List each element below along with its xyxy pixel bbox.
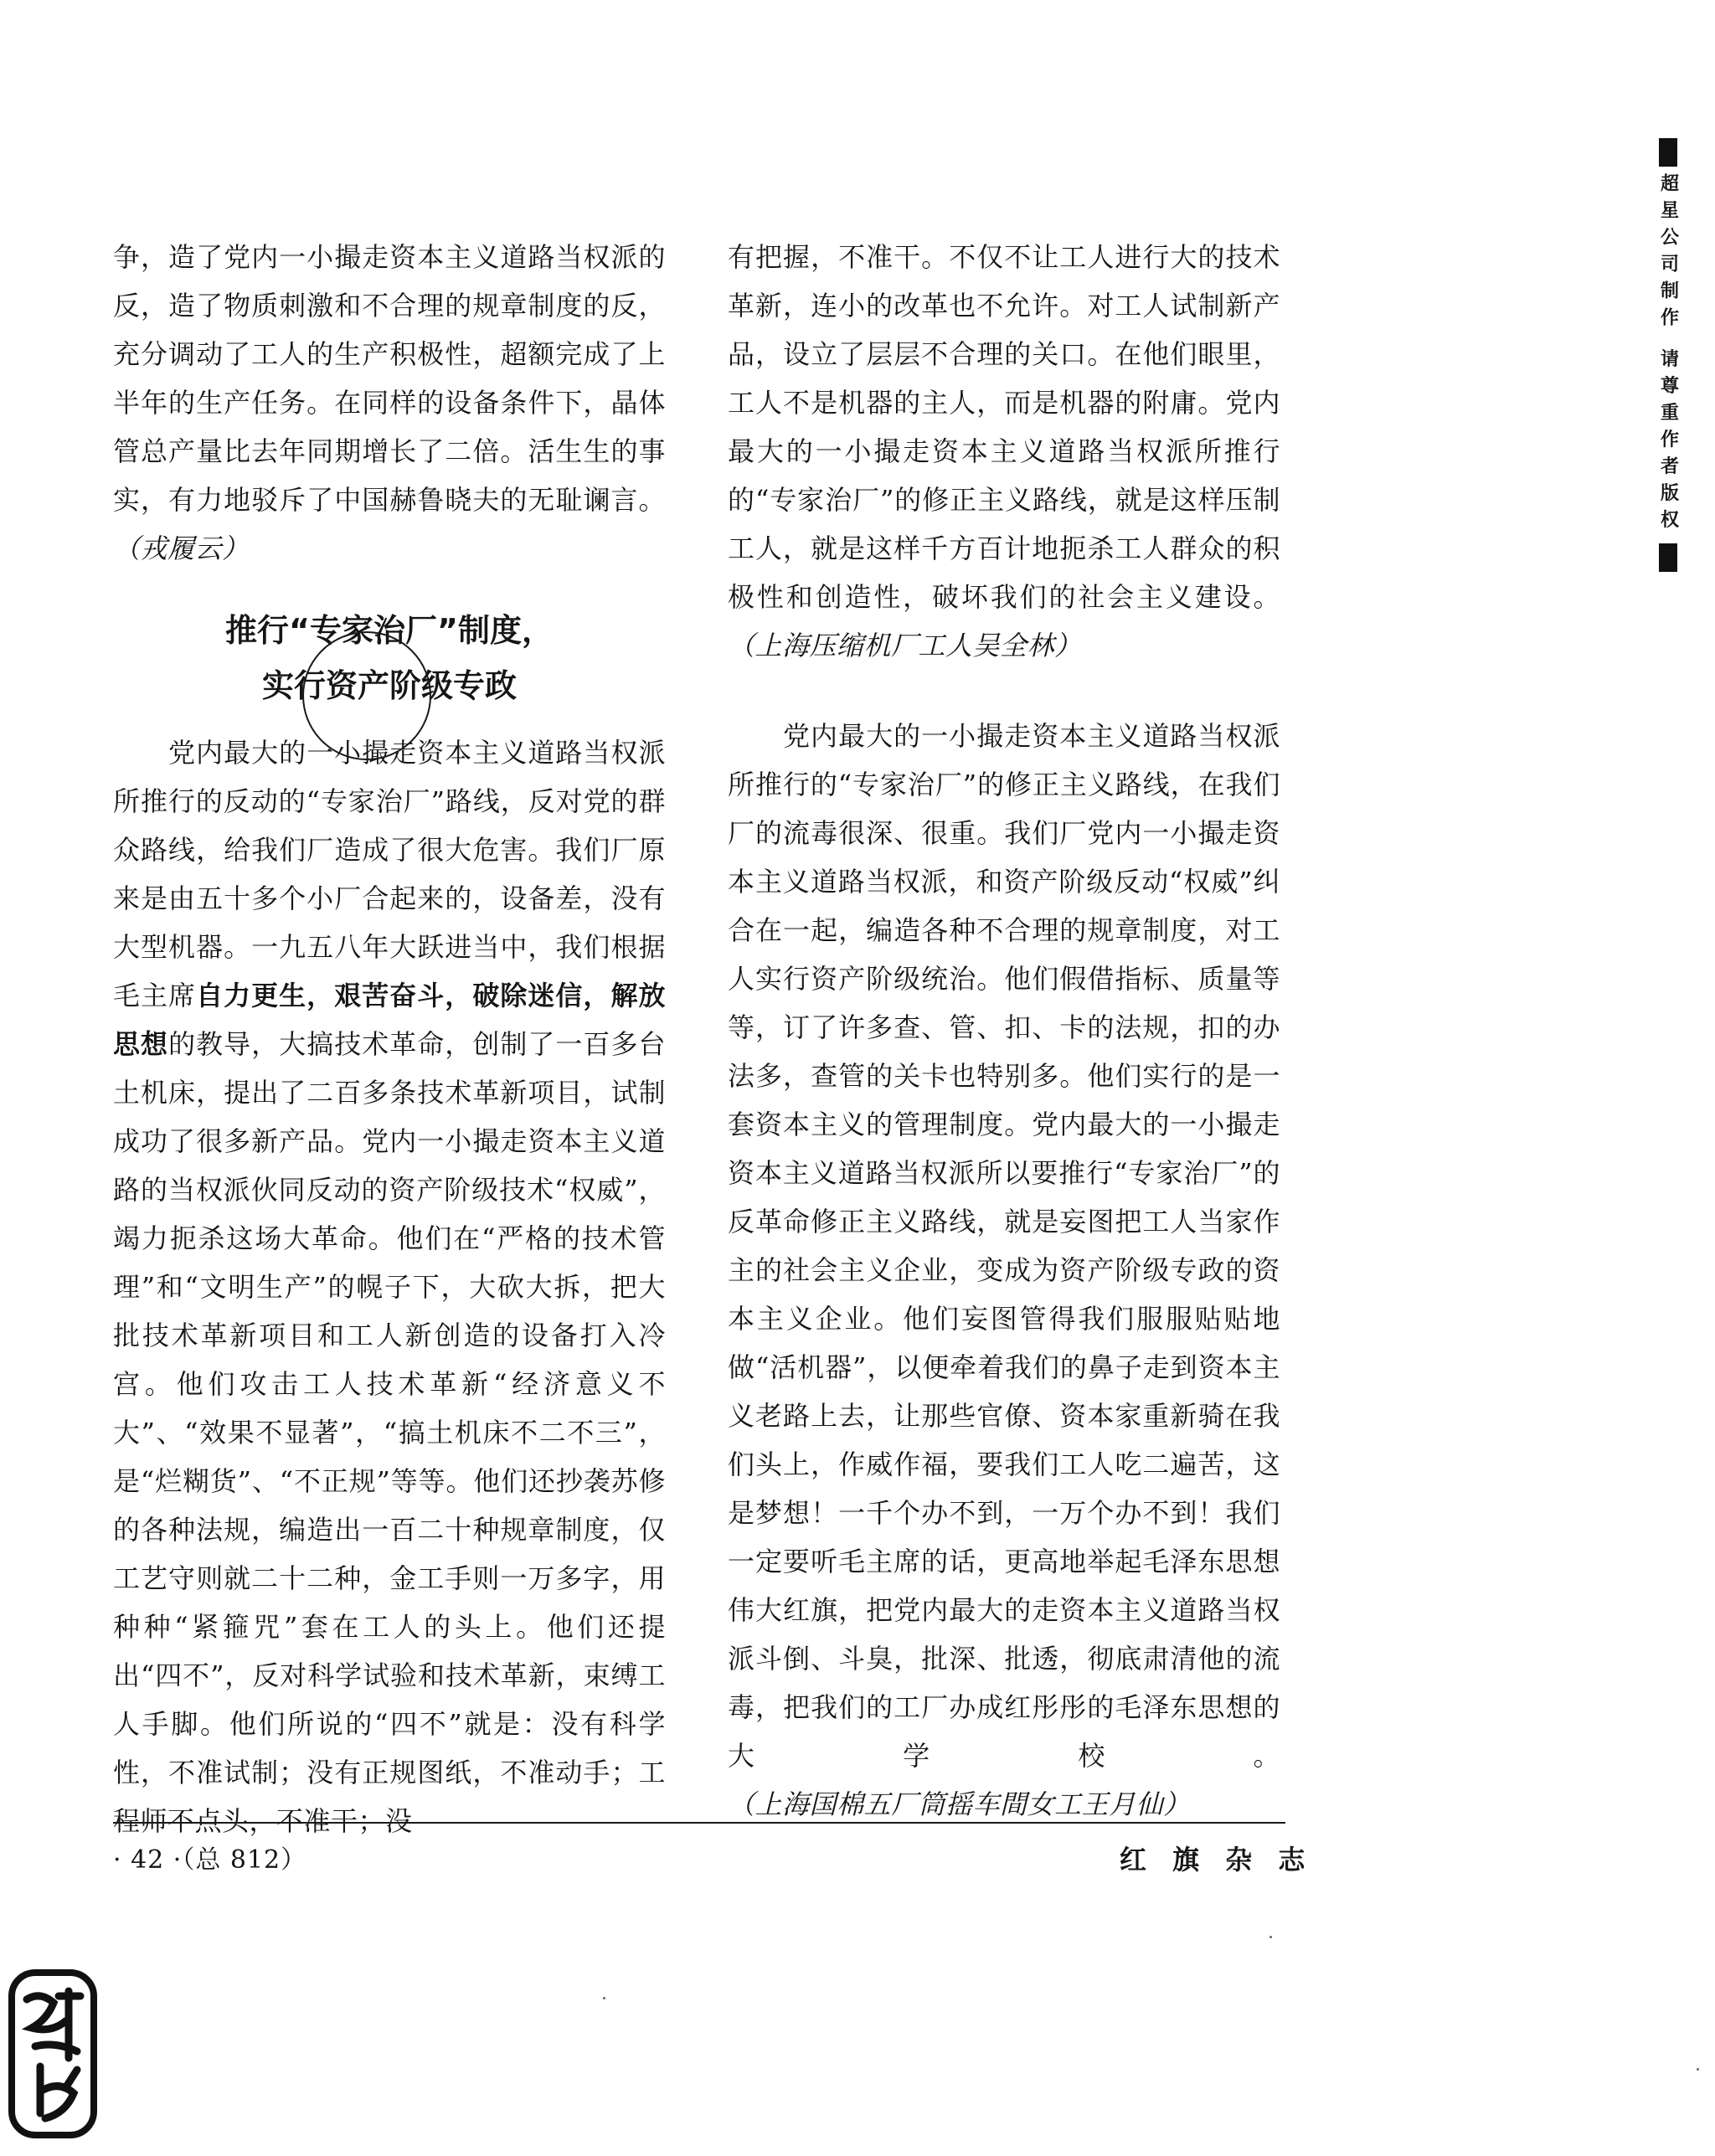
paragraph xyxy=(728,233,1280,670)
footer-rule xyxy=(113,1822,1285,1824)
author-credit: （戎履云） xyxy=(113,533,250,564)
right-column xyxy=(728,233,1280,1829)
heading-line-2: 实行资产阶级专政 xyxy=(261,667,517,704)
scan-speck xyxy=(1697,2068,1699,2071)
scan-speck xyxy=(603,1997,605,1999)
seal-logo xyxy=(7,1966,99,2142)
left-column xyxy=(113,233,666,1845)
circle-stamp-mark xyxy=(302,631,431,760)
page-number: · 42 ·（总 812） xyxy=(113,1845,307,1875)
bold-quote: 自力更生，艰苦奋斗，破除迷信，解放思想 xyxy=(113,980,666,1060)
side-copyright-strip xyxy=(1650,138,1687,572)
paragraph-text: 党内最大的一小撮走资本主义道路当权派所推行的反动的“专家治厂”路线，反对党的群众路线，给我们厂造成了很大危害。我们厂原来是由五十多个小厂合起来的，设备差，没有大型机器。一九五八年大跃进当中，我们根据毛主席 xyxy=(113,737,666,1011)
black-marker-top xyxy=(1659,138,1677,167)
journal-name: 红 旗 杂 志 xyxy=(1120,1844,1314,1876)
black-marker-bottom xyxy=(1659,543,1677,572)
author-credit: （上海压缩机厂工人吴全林） xyxy=(728,630,1082,661)
paragraph xyxy=(113,233,666,573)
paragraph-text: 的教导，大搞技术革命，创制了一百多台土机床，提出了二百多条技术革新项目，试制成功了很多新产品。党内一小撮走资本主义道路的当权派伙同反动的资产阶级技术“权威”，竭力扼杀这场大革命。他们在“严格的技术管理”和“文明生产”的幌子下，大砍大拆，把大批技术革新项目和工人新创造的设备打入冷宫。他们攻击工人技术革新“经济意义不大”、“效果不显著”，“搞土机床不二不三”，是“烂糊货”、“不正规”等等。他们还抄袭苏修的各种法规，编造出一百二十种规章制度，仅工艺守则就二十二种，金工手则一万多字，用种种“紧箍咒”套在工人的头上。他们还提出“四不”，反对科学试验和技术革新，束缚工人手脚。他们所说的“四不”就是：没有科学性，不准试制；没有正规图纸，不准动手；工程师不点头，不准干；没 xyxy=(113,1028,666,1837)
author-credit: （上海国棉五厂筒摇车間女工王月仙） xyxy=(728,1788,1191,1820)
scan-speck xyxy=(1270,1936,1272,1938)
heading-line-1: 推行“专家治厂”制度， xyxy=(225,612,554,649)
paragraph xyxy=(728,712,1280,1829)
paragraph-gap xyxy=(728,670,1280,712)
copyright-notice: 超星公司制作 请尊重作者版权 xyxy=(1657,173,1679,537)
paragraph-text: 争，造了党内一小撮走资本主义道路当权派的反，造了物质刺激和不合理的规章制度的反，充分调动了工人的生产积极性，超额完成了上半年的生产任务。在同样的设备条件下，晶体管总产量比去年同期增长了二倍。活生生的事实，有力地驳斥了中国赫鲁晓夫的无耻谰言。 xyxy=(113,241,666,516)
paragraph-text: 党内最大的一小撮走资本主义道路当权派所推行的“专家治厂”的修正主义路线，在我们厂的流毒很深、很重。我们厂党内一小撮走资本主义道路当权派，和资产阶级反动“权威”纠合在一起，编造各种不合理的规章制度，对工人实行资产阶级统治。他们假借指标、质量等等，订了许多查、管、扣、卡的法规，扣的办法多，查管的关卡也特别多。他们实行的是一套资本主义的管理制度。党内最大的一小撮走资本主义道路当权派所以要推行“专家治厂”的反革命修正主义路线，就是妄图把工人当家作主的社会主义企业，变成为资产阶级专政的资本主义企业。他们妄图管得我们服服贴贴地做“活机器”，以便牵着我们的鼻子走到资本主义老路上去，让那些官僚、资本家重新骑在我们头上，作威作福，要我们工人吃二遍苦，这是梦想！一千个办不到，一万个办不到！我们一定要听毛主席的话，更高地举起毛泽东思想伟大红旗，把党内最大的走资本主义道路当权派斗倒、斗臭，批深、批透，彻底肃清他的流毒，把我们的工厂办成红彤彤的毛泽东思想的大学校。 xyxy=(728,720,1280,1772)
paragraph xyxy=(113,728,666,1845)
section-heading xyxy=(113,603,666,713)
paragraph-text: 有把握，不准干。不仅不让工人进行大的技术革新，连小的改革也不允许。对工人试制新产品，设立了层层不合理的关口。在他们眼里，工人不是机器的主人，而是机器的附庸。党内最大的一小撮走资本主义道路当权派所推行的“专家治厂”的修正主义路线，就是这样压制工人，就是这样千方百计地扼杀工人群众的积极性和创造性，破坏我们的社会主义建设。 xyxy=(728,241,1280,613)
